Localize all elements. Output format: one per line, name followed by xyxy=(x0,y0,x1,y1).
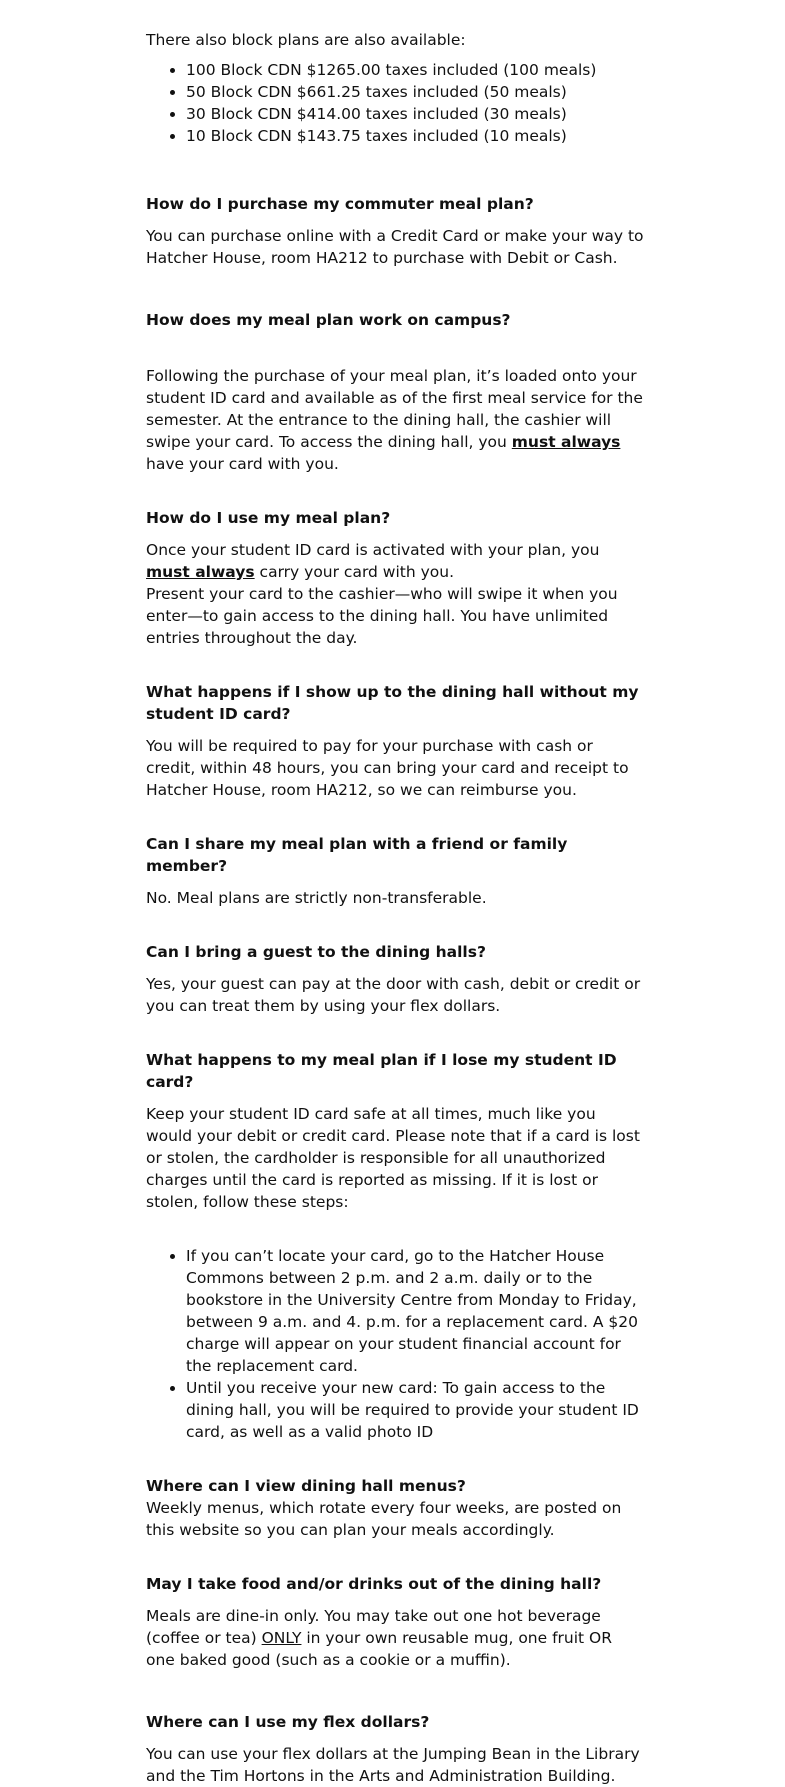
emphasis-only: ONLY xyxy=(261,1629,302,1647)
emphasis-must-always: must always xyxy=(511,433,621,451)
faq-answer-lost: Keep your student ID card safe at all times, much like you would your debit or credit card. Please note that if a card is lost or stolen, the cardholder is responsible for all unauthorized charges until the card is reported as missing. If it is lost or stolen, follow these steps: xyxy=(146,1105,640,1211)
faq-question-guest: Can I bring a guest to the dining halls? xyxy=(146,943,486,961)
faq-question-no-card: What happens if I show up to the dining hall without my student ID card? xyxy=(146,683,639,723)
list-item: • 100 Block CDN $1265.00 taxes included (100 meals) xyxy=(186,59,644,81)
faq-answer-how-use: Once your student ID card is activated with your plan, you must always carry your card with you. xyxy=(146,541,600,581)
emphasis-must-always: must always xyxy=(146,563,255,581)
faq-answer-purchase: You can purchase online with a Credit Card or make your way to Hatcher House, room HA212 to purchase with Debit or Cash. xyxy=(146,227,644,267)
faq-question-purchase: How do I purchase my commuter meal plan? xyxy=(146,195,534,213)
list-item: • Until you receive your new card: To gain access to the dining hall, you will be required to provide your student ID card, as well as a valid photo ID xyxy=(186,1377,644,1443)
faq-question-menus: Where can I view dining hall menus? xyxy=(146,1477,466,1495)
faq-answer-no-card: You will be required to pay for your purchase with cash or credit, within 48 hours, you can bring your card and receipt to Hatcher House, room HA212, so we can reimburse you. xyxy=(146,737,629,799)
list-item: • 50 Block CDN $661.25 taxes included (50 meals) xyxy=(186,81,644,103)
faq-answer-how-use-line2: Present your card to the cashier—who will swipe it when you enter—to gain access to the dining hall. You have unlimited entries throughout the day. xyxy=(146,585,618,647)
faq-content xyxy=(146,29,644,1787)
faq-answer-menus: Weekly menus, which rotate every four weeks, are posted on this website so you can plan your meals accordingly. xyxy=(146,1499,622,1539)
lost-card-steps xyxy=(146,1245,644,1443)
list-item: • If you can’t locate your card, go to the Hatcher House Commons between 2 p.m. and 2 a.m. daily or to the bookstore in the University Centre from Monday to Friday, between 9 a.m. and 4. p.m. for a replacement card. A $20 charge will appear on your student financial account for the replacement card. xyxy=(186,1245,644,1377)
faq-question-share: Can I share my meal plan with a friend or family member? xyxy=(146,835,568,875)
block-plans-intro: There also block plans are also available: xyxy=(146,31,466,49)
faq-answer-share: No. Meal plans are strictly non-transferable. xyxy=(146,889,487,907)
list-item: • 10 Block CDN $143.75 taxes included (10 meals) xyxy=(186,125,644,147)
faq-question-lost: What happens to my meal plan if I lose my student ID card? xyxy=(146,1051,617,1091)
faq-answer-guest: Yes, your guest can pay at the door with cash, debit or credit or you can treat them by using your flex dollars. xyxy=(146,975,641,1015)
faq-question-flex: Where can I use my flex dollars? xyxy=(146,1713,430,1731)
faq-question-how-works: How does my meal plan work on campus? xyxy=(146,311,511,329)
block-plans-list xyxy=(146,59,644,147)
faq-answer-how-works: Following the purchase of your meal plan, it’s loaded onto your student ID card and available as of the first meal service for the semester. At the entrance to the dining hall, the cashier will swipe your card. To access the dining hall, you must always have your card with you. xyxy=(146,367,643,473)
list-item: • 30 Block CDN $414.00 taxes included (30 meals) xyxy=(186,103,644,125)
faq-question-how-use: How do I use my meal plan? xyxy=(146,509,391,527)
faq-answer-flex: You can use your flex dollars at the Jumping Bean in the Library and the Tim Hortons in the Arts and Administration Building. xyxy=(146,1745,640,1785)
faq-answer-takeout: Meals are dine-in only. You may take out one hot beverage (coffee or tea) ONLY in your own reusable mug, one fruit OR one baked good (such as a cookie or a muffin). xyxy=(146,1607,613,1669)
faq-question-takeout: May I take food and/or drinks out of the dining hall? xyxy=(146,1575,602,1593)
